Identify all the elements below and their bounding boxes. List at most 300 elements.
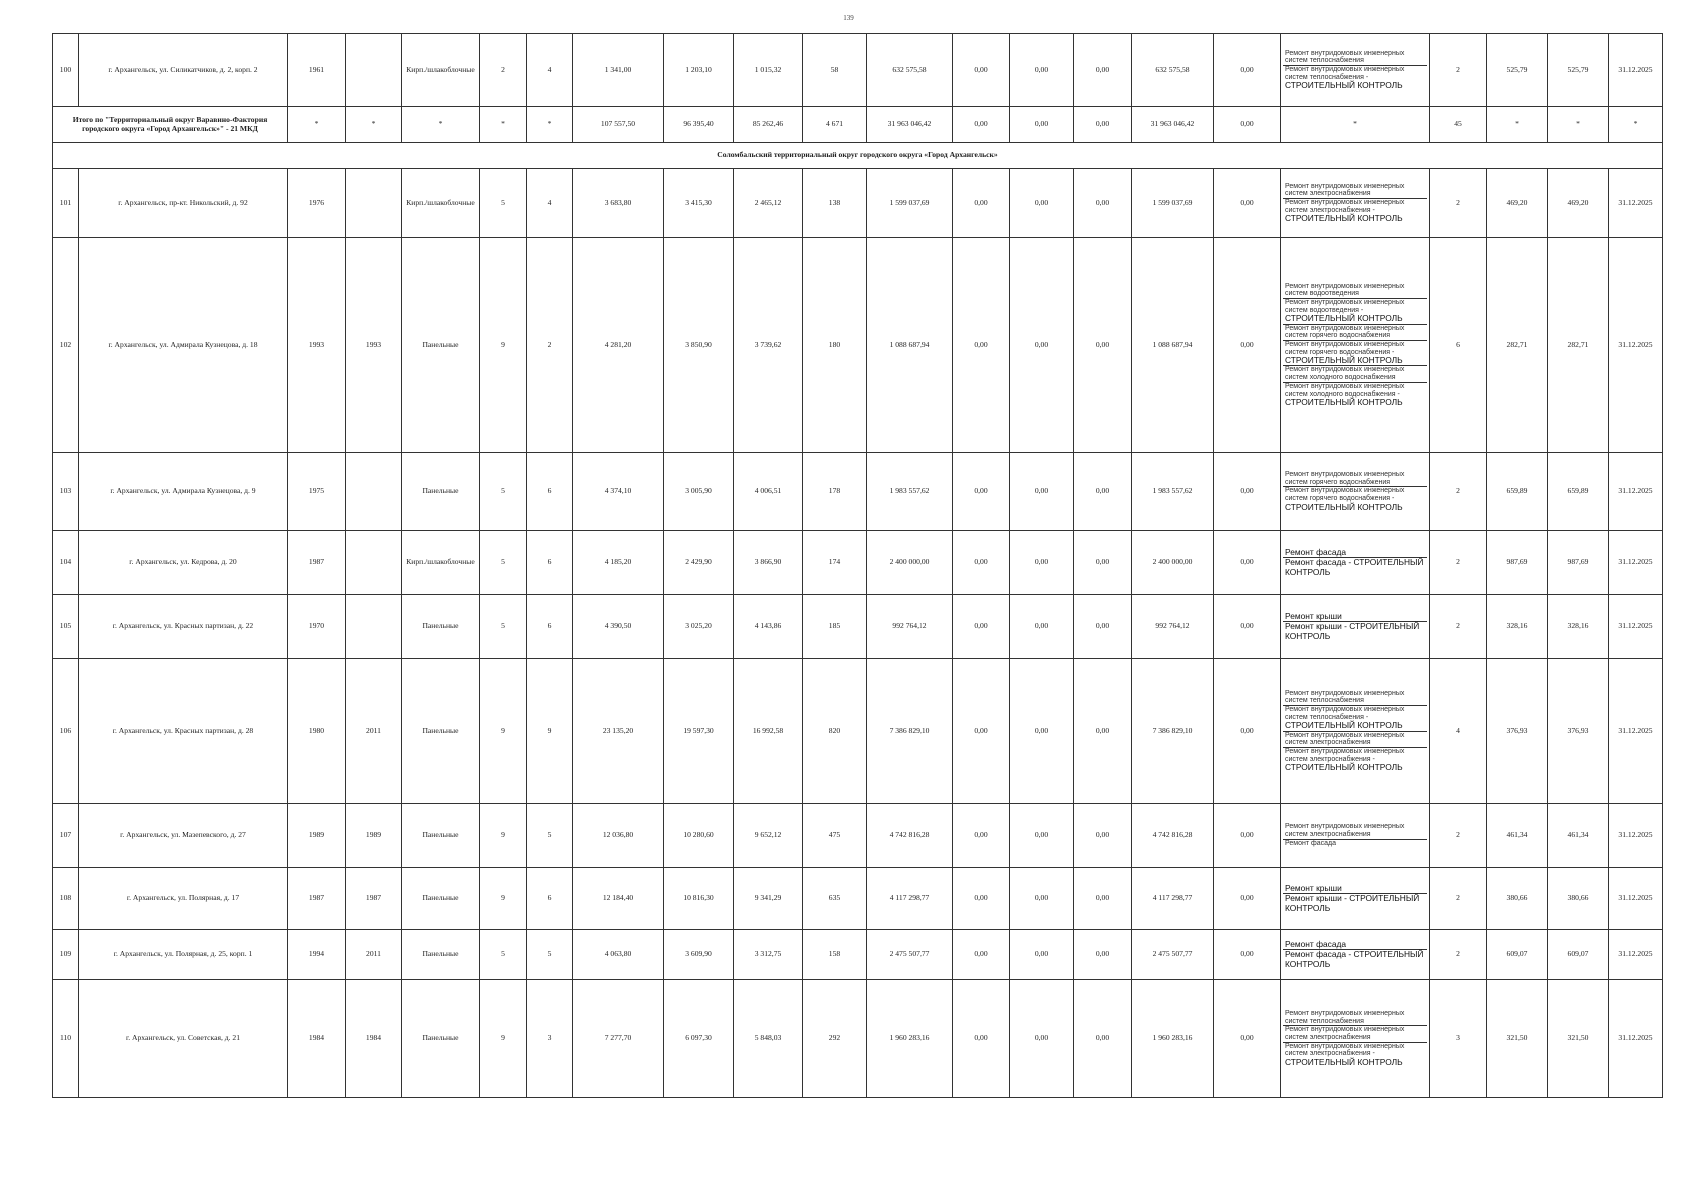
row-number: 106 (53, 659, 79, 804)
work-type-item (1283, 612, 1427, 621)
fund-regional: 0,00 (1010, 930, 1074, 980)
year-commissioned: 1989 (346, 804, 402, 868)
address: г. Архангельск, ул. Кедрова, д. 20 (79, 531, 288, 595)
table-row (53, 238, 1663, 453)
work-type-item (1283, 705, 1427, 731)
work-type-item (1283, 1025, 1427, 1041)
max-unit-cost: 461,34 (1548, 804, 1609, 868)
living-area: 3 609,90 (664, 930, 734, 980)
address: г. Архангельск, ул. Советская, д. 21 (79, 980, 288, 1098)
work-types-cell (1281, 868, 1430, 930)
fund-regional: 0,00 (1010, 868, 1074, 930)
total-cost: 31 963 046,42 (867, 107, 953, 143)
work-type-text: Ремонт внутридомовых инженерных систем холодного водоснабжения - (1285, 382, 1405, 398)
floors: 2 (480, 34, 527, 107)
entrances: 6 (527, 868, 573, 930)
floors: 5 (480, 595, 527, 659)
work-types-cell (1281, 531, 1430, 595)
work-type-control-label: СТРОИТЕЛЬНЫЙ КОНТРОЛЬ (1285, 80, 1403, 91)
work-count: 2 (1430, 868, 1487, 930)
floors: 5 (480, 169, 527, 238)
address: г. Архангельск, ул. Мазепевского, д. 27 (79, 804, 288, 868)
wall-material: Кирп./шлакоблочные (402, 34, 480, 107)
fund-regional: 0,00 (1010, 804, 1074, 868)
residential-area: 2 465,12 (734, 169, 803, 238)
year-built: 1976 (288, 169, 346, 238)
fund-owners: 4 742 816,28 (1132, 804, 1214, 868)
unit-cost: 282,71 (1487, 238, 1548, 453)
wall-material: Панельные (402, 659, 480, 804)
residents: 635 (803, 868, 867, 930)
residents: 185 (803, 595, 867, 659)
wall-material: Панельные (402, 804, 480, 868)
unit-cost: 380,66 (1487, 868, 1548, 930)
table-row (53, 531, 1663, 595)
work-types-list (1283, 884, 1427, 913)
work-count: 6 (1430, 238, 1487, 453)
work-types-cell (1281, 238, 1430, 453)
address: г. Архангельск, пр-кт. Никольский, д. 92 (79, 169, 288, 238)
work-type-text: Ремонт внутридомовых инженерных систем водоотведения - (1285, 298, 1405, 314)
residential-area: 1 015,32 (734, 34, 803, 107)
work-type-text: Ремонт внутридомовых инженерных систем электроснабжения - (1285, 198, 1405, 214)
residents: 178 (803, 453, 867, 531)
table-row (53, 34, 1663, 107)
entrances: 4 (527, 34, 573, 107)
living-area: 1 203,10 (664, 34, 734, 107)
entrances: 6 (527, 531, 573, 595)
fund-owners: 992 764,12 (1132, 595, 1214, 659)
max-unit-cost: 987,69 (1548, 531, 1609, 595)
year-commissioned (346, 169, 402, 238)
unit-cost: 987,69 (1487, 531, 1548, 595)
address: г. Архангельск, ул. Силикатчиков, д. 2, корп. 2 (79, 34, 288, 107)
repair-cost: 632 575,58 (867, 34, 953, 107)
total-area-2: 96 395,40 (664, 107, 734, 143)
row-number: 110 (53, 980, 79, 1098)
row-number: 101 (53, 169, 79, 238)
residents: 158 (803, 930, 867, 980)
max-unit-cost: 321,50 (1548, 980, 1609, 1098)
completion-date: 31.12.2025 (1609, 868, 1663, 930)
completion-date: 31.12.2025 (1609, 980, 1663, 1098)
work-type-text: Ремонт фасада (1285, 839, 1336, 847)
unit-cost: 609,07 (1487, 930, 1548, 980)
work-type-text: Ремонт внутридомовых инженерных систем электроснабжения (1285, 1026, 1405, 1041)
work-count: 2 (1430, 169, 1487, 238)
work-types-cell (1281, 595, 1430, 659)
residents: 138 (803, 169, 867, 238)
work-type-control-label: СТРОИТЕЛЬНЫЙ КОНТРОЛЬ (1285, 762, 1403, 773)
work-type-item (1283, 839, 1427, 848)
living-area: 6 097,30 (664, 980, 734, 1098)
floors: 5 (480, 930, 527, 980)
year-built: 1993 (288, 238, 346, 453)
year-built: 1961 (288, 34, 346, 107)
table-row (53, 453, 1663, 531)
residents: 58 (803, 34, 867, 107)
wall-material: Панельные (402, 595, 480, 659)
year-built: 1989 (288, 804, 346, 868)
residential-area: 4 006,51 (734, 453, 803, 531)
total-star: * (402, 107, 480, 143)
fund-other: 0,00 (1214, 804, 1281, 868)
work-types-list (1283, 823, 1427, 847)
residents: 475 (803, 804, 867, 868)
fund-other: 0,00 (1214, 980, 1281, 1098)
work-type-text: Ремонт внутридомовых инженерных систем электроснабжения (1285, 731, 1405, 747)
work-type-item (1283, 340, 1427, 366)
fund-owners: 1 088 687,94 (1132, 238, 1214, 453)
fund-owners: 2 475 507,77 (1132, 930, 1214, 980)
row-number: 108 (53, 868, 79, 930)
fund-other: 0,00 (1214, 659, 1281, 804)
work-type-item (1283, 823, 1427, 838)
year-commissioned: 1987 (346, 868, 402, 930)
work-types-cell (1281, 804, 1430, 868)
fund-municipal: 0,00 (1074, 34, 1132, 107)
work-type-control-label: Ремонт фасада (1285, 547, 1347, 558)
fund-owners: 2 400 000,00 (1132, 531, 1214, 595)
work-type-item (1283, 884, 1427, 893)
work-count: 2 (1430, 804, 1487, 868)
total-star: * (1548, 107, 1609, 143)
residential-area: 3 312,75 (734, 930, 803, 980)
fund-federal: 0,00 (953, 169, 1010, 238)
floors: 9 (480, 238, 527, 453)
fund-regional: 0,00 (1010, 169, 1074, 238)
address: г. Архангельск, ул. Красных партизан, д. 22 (79, 595, 288, 659)
work-types-cell (1281, 34, 1430, 107)
max-unit-cost: 525,79 (1548, 34, 1609, 107)
work-type-item (1283, 621, 1427, 640)
work-type-text: Ремонт внутридомовых инженерных систем теплоснабжения (1285, 49, 1405, 65)
total-star: * (346, 107, 402, 143)
residential-area: 9 341,29 (734, 868, 803, 930)
row-number: 109 (53, 930, 79, 980)
entrances: 6 (527, 595, 573, 659)
year-commissioned: 1984 (346, 980, 402, 1098)
row-number: 104 (53, 531, 79, 595)
fund-owners: 1 960 283,16 (1132, 980, 1214, 1098)
work-type-text: Ремонт внутридомовых инженерных систем электроснабжения - (1285, 747, 1405, 763)
work-types-list (1283, 690, 1427, 773)
work-types-cell (1281, 453, 1430, 531)
completion-date: 31.12.2025 (1609, 238, 1663, 453)
floors: 9 (480, 868, 527, 930)
year-built: 1984 (288, 980, 346, 1098)
address: г. Архангельск, ул. Полярная, д. 17 (79, 868, 288, 930)
work-type-control-label: Ремонт фасада (1285, 939, 1347, 950)
total-star: * (1281, 107, 1430, 143)
work-type-text: Ремонт внутридомовых инженерных систем теплоснабжения - (1285, 705, 1405, 721)
max-unit-cost: 282,71 (1548, 238, 1609, 453)
work-types-list (1283, 471, 1427, 512)
work-types-list (1283, 1010, 1427, 1067)
completion-date: 31.12.2025 (1609, 804, 1663, 868)
section-title: Соломбальский территориальный округ городского округа «Город Архангельск» (53, 143, 1663, 169)
work-types-list (1283, 50, 1427, 91)
fund-other: 0,00 (1214, 238, 1281, 453)
residents: 174 (803, 531, 867, 595)
total-residents: 4 671 (803, 107, 867, 143)
total-area: 4 281,20 (573, 238, 664, 453)
section-row (53, 143, 1663, 169)
repair-cost: 1 983 557,62 (867, 453, 953, 531)
completion-date: 31.12.2025 (1609, 659, 1663, 804)
repair-cost: 1 088 687,94 (867, 238, 953, 453)
work-types-list (1283, 548, 1427, 577)
fund-regional: 0,00 (1010, 659, 1074, 804)
work-type-text: Ремонт внутридомовых инженерных систем водоотведения (1285, 282, 1405, 298)
total-area: 4 390,50 (573, 595, 664, 659)
residential-area: 4 143,86 (734, 595, 803, 659)
wall-material: Панельные (402, 453, 480, 531)
wall-material: Кирп./шлакоблочные (402, 169, 480, 238)
work-type-item (1283, 747, 1427, 773)
work-type-control-label: СТРОИТЕЛЬНЫЙ КОНТРОЛЬ (1285, 501, 1403, 512)
total-star: * (1609, 107, 1663, 143)
total-area: 12 036,80 (573, 804, 664, 868)
wall-material: Панельные (402, 238, 480, 453)
repair-cost: 1 599 037,69 (867, 169, 953, 238)
work-count: 2 (1430, 531, 1487, 595)
completion-date: 31.12.2025 (1609, 34, 1663, 107)
work-count: 2 (1430, 930, 1487, 980)
year-built: 1994 (288, 930, 346, 980)
entrances: 5 (527, 804, 573, 868)
unit-cost: 321,50 (1487, 980, 1548, 1098)
fund-federal: 0,00 (953, 453, 1010, 531)
work-type-control-label: Ремонт фасада - СТРОИТЕЛЬНЫЙ КОНТРОЛЬ (1285, 949, 1424, 969)
total-row (53, 107, 1663, 143)
fund-municipal: 0,00 (1074, 930, 1132, 980)
row-number: 102 (53, 238, 79, 453)
total-area: 23 135,20 (573, 659, 664, 804)
residents: 180 (803, 238, 867, 453)
fund-municipal: 0,00 (1074, 868, 1132, 930)
work-type-item (1283, 548, 1427, 557)
living-area: 2 429,90 (664, 531, 734, 595)
work-type-control-label: СТРОИТЕЛЬНЫЙ КОНТРОЛЬ (1285, 313, 1403, 324)
year-built: 1987 (288, 531, 346, 595)
table-row (53, 930, 1663, 980)
total-label: Итого по "Территориальный округ Варавино-Фактория городского округа «Город Архангельск»" - 21 МКД (53, 107, 288, 143)
work-type-item (1283, 1010, 1427, 1025)
table-row (53, 595, 1663, 659)
work-type-control-label: СТРОИТЕЛЬНЫЙ КОНТРОЛЬ (1285, 397, 1403, 408)
row-number: 103 (53, 453, 79, 531)
residents: 292 (803, 980, 867, 1098)
total-star: * (288, 107, 346, 143)
fund-other: 0,00 (1214, 531, 1281, 595)
address: г. Архангельск, ул. Полярная, д. 25, корп. 1 (79, 930, 288, 980)
address: г. Архангельск, ул. Адмирала Кузнецова, д. 9 (79, 453, 288, 531)
year-commissioned (346, 453, 402, 531)
fund-other: 0,00 (1214, 453, 1281, 531)
floors: 5 (480, 453, 527, 531)
unit-cost: 376,93 (1487, 659, 1548, 804)
year-commissioned (346, 595, 402, 659)
max-unit-cost: 609,07 (1548, 930, 1609, 980)
completion-date: 31.12.2025 (1609, 930, 1663, 980)
work-type-control-label: Ремонт фасада - СТРОИТЕЛЬНЫЙ КОНТРОЛЬ (1285, 557, 1424, 577)
work-type-item (1283, 50, 1427, 65)
unit-cost: 525,79 (1487, 34, 1548, 107)
year-built: 1970 (288, 595, 346, 659)
total-work-count: 45 (1430, 107, 1487, 143)
work-type-text: Ремонт внутридомовых инженерных систем горячего водоснабжения (1285, 324, 1405, 340)
year-built: 1980 (288, 659, 346, 804)
entrances: 9 (527, 659, 573, 804)
fund-federal: 0,00 (953, 868, 1010, 930)
fund-other: 0,00 (1214, 930, 1281, 980)
wall-material: Кирп./шлакоблочные (402, 531, 480, 595)
repair-cost: 4 742 816,28 (867, 804, 953, 868)
fund-federal: 0,00 (953, 804, 1010, 868)
fund-municipal: 0,00 (1074, 804, 1132, 868)
total-fund-4: 31 963 046,42 (1132, 107, 1214, 143)
living-area: 3 025,20 (664, 595, 734, 659)
work-type-item (1283, 690, 1427, 705)
fund-other: 0,00 (1214, 595, 1281, 659)
work-type-control-label: СТРОИТЕЛЬНЫЙ КОНТРОЛЬ (1285, 1056, 1403, 1067)
work-type-text: Ремонт внутридомовых инженерных систем теплоснабжения - (1285, 65, 1405, 81)
work-type-item (1283, 183, 1427, 198)
unit-cost: 461,34 (1487, 804, 1548, 868)
fund-municipal: 0,00 (1074, 980, 1132, 1098)
max-unit-cost: 659,89 (1548, 453, 1609, 531)
work-type-item (1283, 940, 1427, 949)
floors: 9 (480, 659, 527, 804)
row-number: 105 (53, 595, 79, 659)
unit-cost: 659,89 (1487, 453, 1548, 531)
table-row (53, 868, 1663, 930)
table-row (53, 804, 1663, 868)
fund-municipal: 0,00 (1074, 453, 1132, 531)
work-type-text: Ремонт внутридомовых инженерных систем холодного водоснабжения (1285, 366, 1405, 382)
repair-cost: 2 475 507,77 (867, 930, 953, 980)
work-count: 4 (1430, 659, 1487, 804)
fund-other: 0,00 (1214, 169, 1281, 238)
total-fund-3: 0,00 (1074, 107, 1132, 143)
table-row (53, 659, 1663, 804)
fund-federal: 0,00 (953, 930, 1010, 980)
total-area-1: 107 557,50 (573, 107, 664, 143)
work-types-cell (1281, 659, 1430, 804)
work-type-control-label: СТРОИТЕЛЬНЫЙ КОНТРОЛЬ (1285, 355, 1403, 366)
living-area: 10 816,30 (664, 868, 734, 930)
work-type-control-label: Ремонт крыши (1285, 883, 1342, 894)
floors: 9 (480, 804, 527, 868)
residential-area: 5 848,03 (734, 980, 803, 1098)
fund-owners: 632 575,58 (1132, 34, 1214, 107)
fund-other: 0,00 (1214, 868, 1281, 930)
repair-cost: 2 400 000,00 (867, 531, 953, 595)
total-area-3: 85 262,46 (734, 107, 803, 143)
completion-date: 31.12.2025 (1609, 595, 1663, 659)
total-area: 1 341,00 (573, 34, 664, 107)
work-types-list (1283, 183, 1427, 224)
work-type-item (1283, 65, 1427, 91)
residential-area: 9 652,12 (734, 804, 803, 868)
work-types-list (1283, 283, 1427, 408)
work-type-control-label: Ремонт крыши (1285, 611, 1342, 622)
year-commissioned: 2011 (346, 659, 402, 804)
work-type-item (1283, 298, 1427, 324)
work-type-item (1283, 471, 1427, 486)
fund-owners: 1 983 557,62 (1132, 453, 1214, 531)
fund-regional: 0,00 (1010, 531, 1074, 595)
work-type-text: Ремонт внутридомовых инженерных систем теплоснабжения (1285, 1009, 1405, 1025)
repair-cost: 4 117 298,77 (867, 868, 953, 930)
max-unit-cost: 380,66 (1548, 868, 1609, 930)
completion-date: 31.12.2025 (1609, 453, 1663, 531)
fund-regional: 0,00 (1010, 34, 1074, 107)
floors: 9 (480, 980, 527, 1098)
work-type-item (1283, 1042, 1427, 1068)
fund-owners: 4 117 298,77 (1132, 868, 1214, 930)
fund-owners: 7 386 829,10 (1132, 659, 1214, 804)
unit-cost: 328,16 (1487, 595, 1548, 659)
work-type-control-label: Ремонт крыши - СТРОИТЕЛЬНЫЙ КОНТРОЛЬ (1285, 893, 1420, 913)
fund-municipal: 0,00 (1074, 238, 1132, 453)
table-row (53, 169, 1663, 238)
repair-cost: 1 960 283,16 (867, 980, 953, 1098)
year-built: 1975 (288, 453, 346, 531)
work-count: 2 (1430, 453, 1487, 531)
entrances: 4 (527, 169, 573, 238)
living-area: 3 005,90 (664, 453, 734, 531)
fund-regional: 0,00 (1010, 453, 1074, 531)
completion-date: 31.12.2025 (1609, 169, 1663, 238)
total-star: * (480, 107, 527, 143)
work-type-text: Ремонт внутридомовых инженерных систем электроснабжения (1285, 182, 1405, 198)
total-area: 4 374,10 (573, 453, 664, 531)
page-number: 139 (843, 14, 854, 22)
year-commissioned (346, 531, 402, 595)
work-type-item (1283, 486, 1427, 512)
entrances: 5 (527, 930, 573, 980)
floors: 5 (480, 531, 527, 595)
fund-regional: 0,00 (1010, 238, 1074, 453)
address: г. Архангельск, ул. Адмирала Кузнецова, д. 18 (79, 238, 288, 453)
entrances: 2 (527, 238, 573, 453)
work-types-cell (1281, 980, 1430, 1098)
total-fund-1: 0,00 (953, 107, 1010, 143)
residential-area: 3 739,62 (734, 238, 803, 453)
fund-federal: 0,00 (953, 34, 1010, 107)
work-type-control-label: СТРОИТЕЛЬНЫЙ КОНТРОЛЬ (1285, 213, 1403, 224)
total-area: 3 683,80 (573, 169, 664, 238)
fund-federal: 0,00 (953, 980, 1010, 1098)
work-type-text: Ремонт внутридомовых инженерных систем горячего водоснабжения (1285, 471, 1405, 486)
table-row (53, 980, 1663, 1098)
work-types-cell (1281, 169, 1430, 238)
fund-municipal: 0,00 (1074, 659, 1132, 804)
year-commissioned: 1993 (346, 238, 402, 453)
work-type-text: Ремонт внутридомовых инженерных систем теплоснабжения (1285, 689, 1405, 705)
residents: 820 (803, 659, 867, 804)
work-type-text: Ремонт внутридомовых инженерных систем горячего водоснабжения - (1285, 340, 1405, 356)
total-fund-2: 0,00 (1010, 107, 1074, 143)
total-area: 4 185,20 (573, 531, 664, 595)
living-area: 10 280,60 (664, 804, 734, 868)
work-type-item (1283, 382, 1427, 408)
year-commissioned: 2011 (346, 930, 402, 980)
fund-owners: 1 599 037,69 (1132, 169, 1214, 238)
max-unit-cost: 376,93 (1548, 659, 1609, 804)
